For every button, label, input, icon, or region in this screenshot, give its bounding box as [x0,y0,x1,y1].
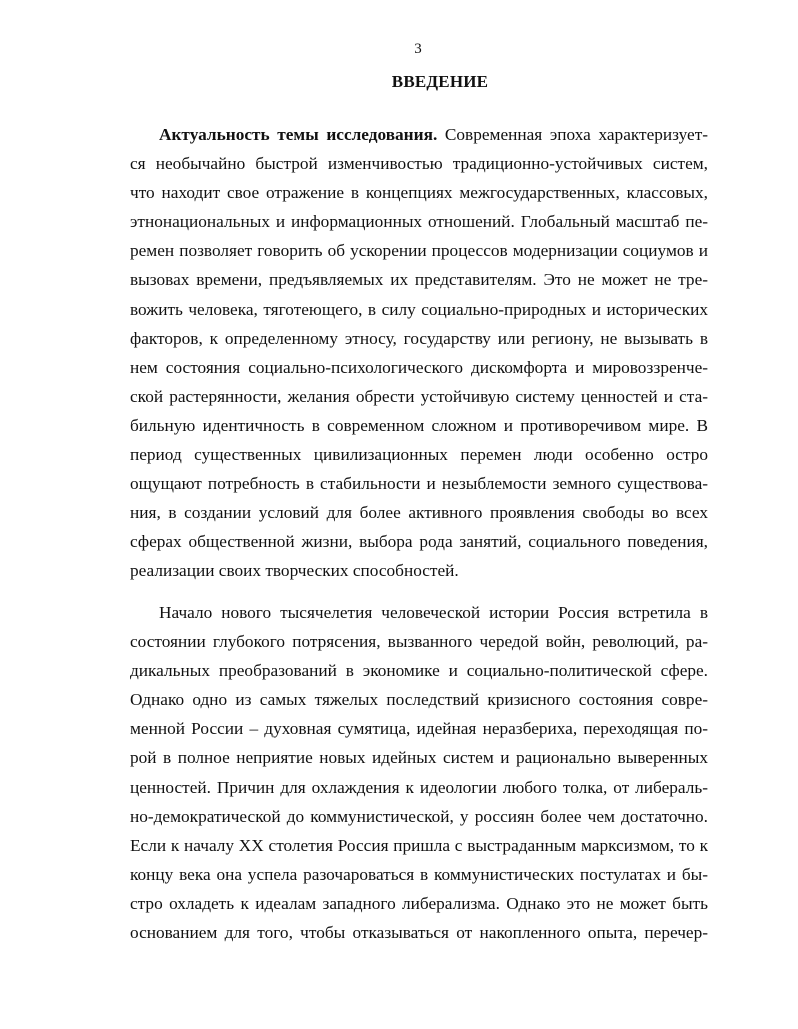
paragraph-line: рой в полное неприятие новых идейных систем и рационально выверенных [130,748,708,768]
paragraph-line: стро охладеть к идеалам западного либерализма. Однако это не может быть [130,893,708,913]
paragraph-lead: Актуальность темы исследования. [159,125,438,144]
paragraph-line: ской растерянности, желания обрести устойчивую систему ценностей и ста- [130,386,708,406]
paragraph-line: ценностей. Причин для охлаждения к идеологии любого толка, от либераль- [130,777,708,797]
paragraph-line: вожить человека, тяготеющего, в силу социально-природных и исторических [130,299,708,319]
paragraph-line: факторов, к определенному этносу, государству или региону, не вызывать в [130,328,708,348]
paragraph-line: основанием для того, чтобы отказываться от накопленного опыта, перечер- [130,923,708,943]
paragraph-line: ния, в создании условий для более активного проявления свободы во всех [130,503,708,523]
paragraph-line: период существенных цивилизационных перемен люди особенно остро [130,445,708,465]
paragraph-line: концу века она успела разочароваться в коммунистических постулатах и бы- [130,864,708,884]
paragraph-line: реализации своих творческих способностей. [130,561,459,581]
paragraph-line: бильную идентичность в современном сложном и противоречивом мире. В [130,415,708,435]
paragraph-relevance [130,120,708,586]
paragraph-line: ремен позволяет говорить об ускорении процессов модернизации социумов и [130,241,708,261]
paragraph-line: ощущают потребность в стабильности и незыблемости земного существова- [130,474,708,494]
paragraph-line: что находит свое отражение в концепциях межгосударственных, классовых, [130,183,708,203]
paragraph-line: Если к началу XX столетия Россия пришла с выстраданным марксизмом, то к [130,835,708,855]
paragraph-line: состоянии глубокого потрясения, вызванного чередой войн, революций, ра- [130,632,708,652]
paragraph-line: менной России – духовная сумятица, идейная неразбериха, переходящая по- [130,719,708,739]
paragraph-line: этнонациональных и информационных отношений. Глобальный масштаб пе- [130,212,708,232]
page-number: 3 [414,41,422,57]
paragraph-line: дикальных преобразований в экономике и социально-политической сфере. [130,661,708,681]
paragraph-line: сферах общественной жизни, выбора рода занятий, социального поведения, [130,532,708,552]
paragraph-line: ся необычайно быстрой изменчивостью традиционно-устойчивых систем, [130,154,708,174]
paragraph-line: Однако одно из самых тяжелых последствий кризисного состояния совре- [130,690,708,710]
line-text: Современная эпоха характеризует- [437,125,708,144]
section-heading: ВВЕДЕНИЕ [391,72,489,91]
paragraph-new-millennium [130,598,708,947]
paragraph-line: нем состояния социально-психологического дискомфорта и мировоззренче- [130,357,708,377]
paragraph-line: Начало нового тысячелетия человеческой истории Россия встретила в [159,603,708,622]
paragraph-line: вызовах времени, предъявляемых их представителям. Это не может не тре- [130,270,708,290]
paragraph-line [130,120,708,149]
paragraph-line: но-демократической до коммунистической, у россиян более чем достаточно. [130,806,708,826]
